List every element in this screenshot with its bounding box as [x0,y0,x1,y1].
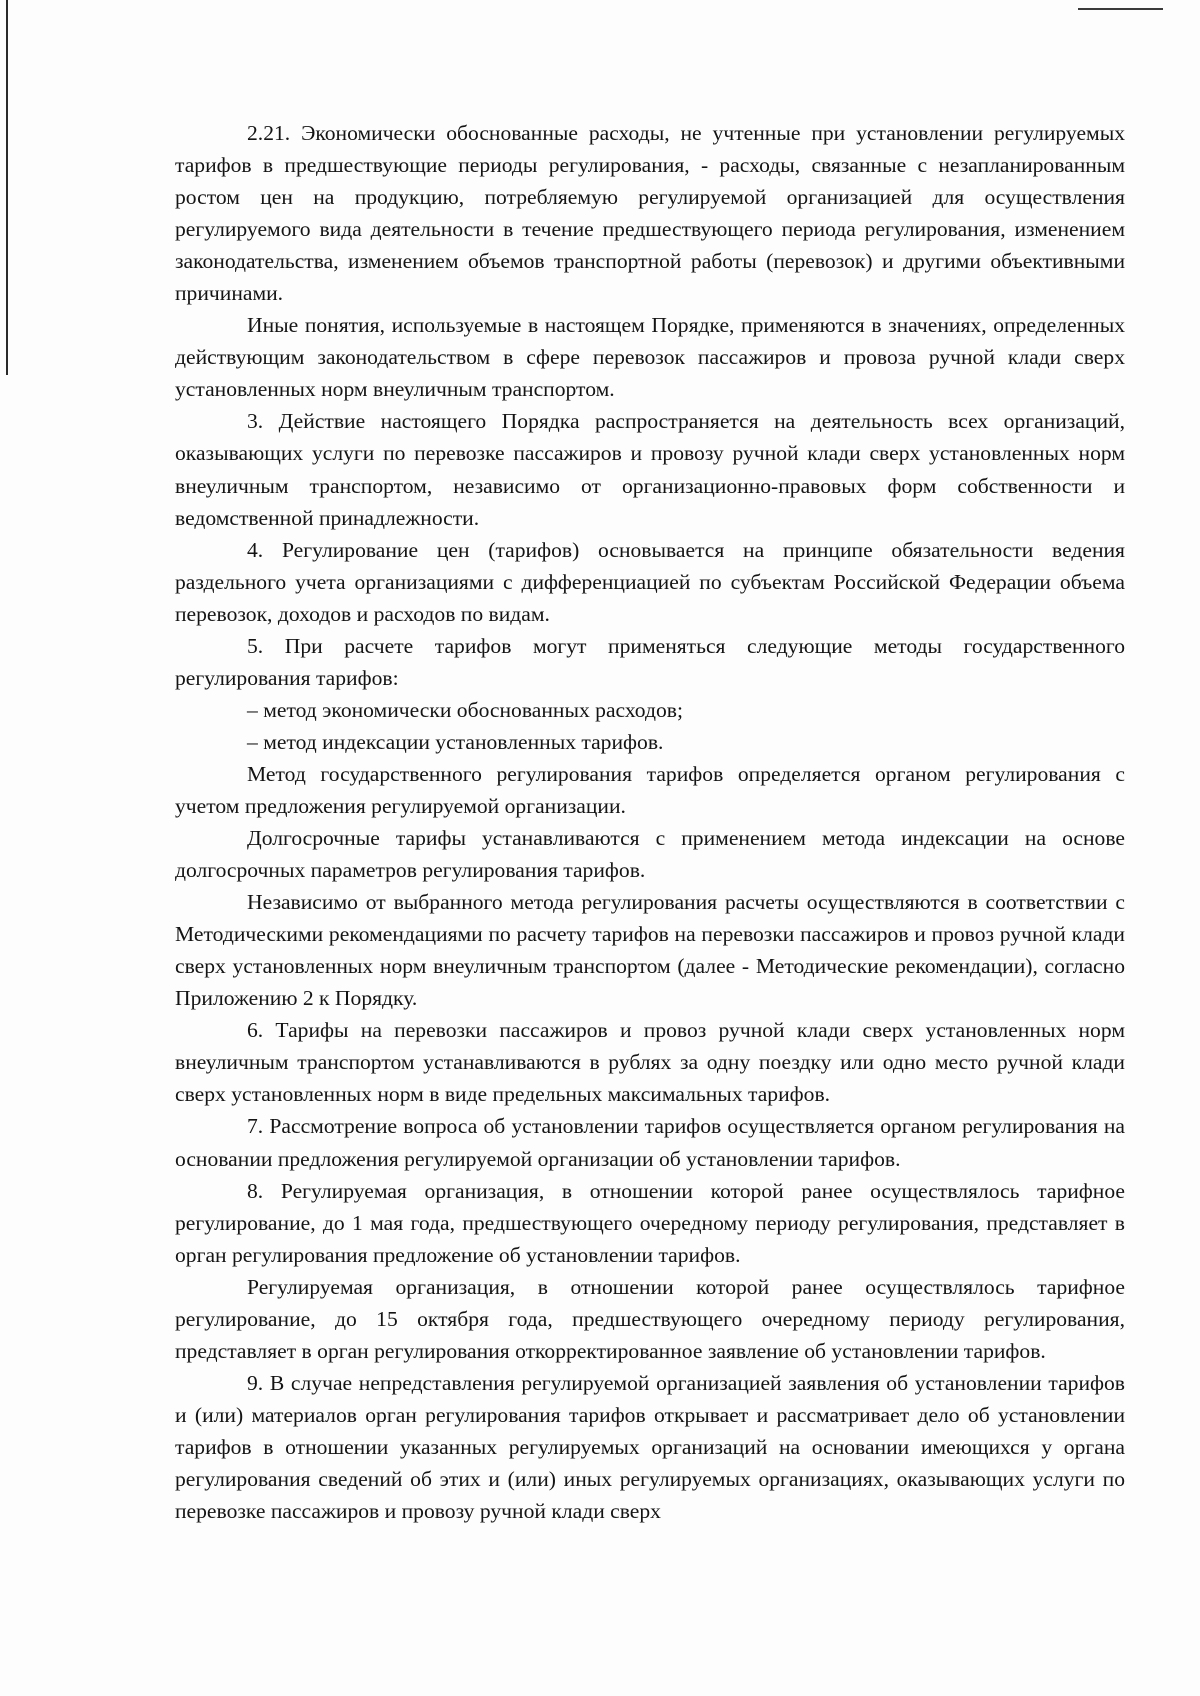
paragraph-3: 3. Действие настоящего Порядка распространяется на деятельность всех организаций, оказывающих услуги по перевозке пассажиров и провозу ручной клади сверх установленных норм внеуличным транспортом, независимо от организационно-правовых форм собственности и ведомственной принадлежности. [175,409,1125,530]
paragraph-9: 9. В случае непредставления регулируемой организацией заявления об установлении тарифов и (или) материалов орган регулирования тарифов открывает и рассматривает дело об установлении тарифов в отношении указанных регулируемых организаций на основании имеющихся у органа регулирования сведений об этих и (или) иных регулируемых организациях, оказывающих услуги по перевозке пассажиров и провозу ручной клади сверх [175,1370,1125,1524]
paragraph-6: 6. Тарифы на перевозки пассажиров и провоз ручной клади сверх установленных норм внеуличным транспортом устанавливаются в рублях за одну поездку или одно место ручной клади сверх установленных норм в виде предельных максимальных тарифов. [175,1018,1125,1107]
scan-edge-line [6,0,8,375]
document-body [175,117,1125,1527]
paragraph-2-21: 2.21. Экономически обоснованные расходы, не учтенные при установлении регулируемых тарифов в предшествующие периоды регулирования, - расходы, связанные с незапланированным ростом цен на продукцию, потребляемую регулируемой организацией для осуществления регулируемого вида деятельности в течение предшествующего периода регулирования, изменением законодательства, изменением объемов транспортной работы (перевозок) и другими объективными причинами. [175,121,1125,306]
header-rule [1078,8,1163,10]
paragraph-long-term-tariffs: Долгосрочные тарифы устанавливаются с применением метода индексации на основе долгосрочных параметров регулирования тарифов. [175,826,1125,883]
paragraph-other-terms: Иные понятия, используемые в настоящем Порядке, применяются в значениях, определенных действующим законодательством в сфере перевозок пассажиров и провоза ручной клади сверх установленных норм внеуличным транспортом. [175,313,1125,402]
paragraph-methodological-recommendations: Независимо от выбранного метода регулирования расчеты осуществляются в соответствии с Методическими рекомендациями по расчету тарифов на перевозки пассажиров и провоз ручной клади сверх установленных норм внеуличным транспортом (далее - Методические рекомендации), согласно Приложению 2 к Порядку. [175,890,1125,1011]
paragraph-8: 8. Регулируемая организация, в отношении которой ранее осуществлялось тарифное регулирование, до 1 мая года, предшествующего очередному периоду регулирования, представляет в орган регулирования предложение об установлении тарифов. [175,1178,1125,1267]
paragraph-7: 7. Рассмотрение вопроса об установлении тарифов осуществляется органом регулирования на основании предложения регулируемой организации об установлении тарифов. [175,1114,1125,1171]
list-item-method-indexation: – метод индексации установленных тарифов. [247,729,664,754]
list-item-method-costs: – метод экономически обоснованных расходов; [247,697,683,722]
paragraph-4: 4. Регулирование цен (тарифов) основывается на принципе обязательности ведения раздельного учета организациями с дифференциацией по субъектам Российской Федерации объема перевозок, доходов и расходов по видам. [175,537,1125,626]
paragraph-8-corrected: Регулируемая организация, в отношении которой ранее осуществлялось тарифное регулирование, до 15 октября года, предшествующего очередному периоду регулирования, представляет в орган регулирования откорректированное заявление об установлении тарифов. [175,1274,1125,1363]
paragraph-method-choice: Метод государственного регулирования тарифов определяется органом регулирования с учетом предложения регулируемой организации. [175,761,1125,818]
paragraph-5: 5. При расчете тарифов могут применяться следующие методы государственного регулирования тарифов: [175,633,1125,690]
